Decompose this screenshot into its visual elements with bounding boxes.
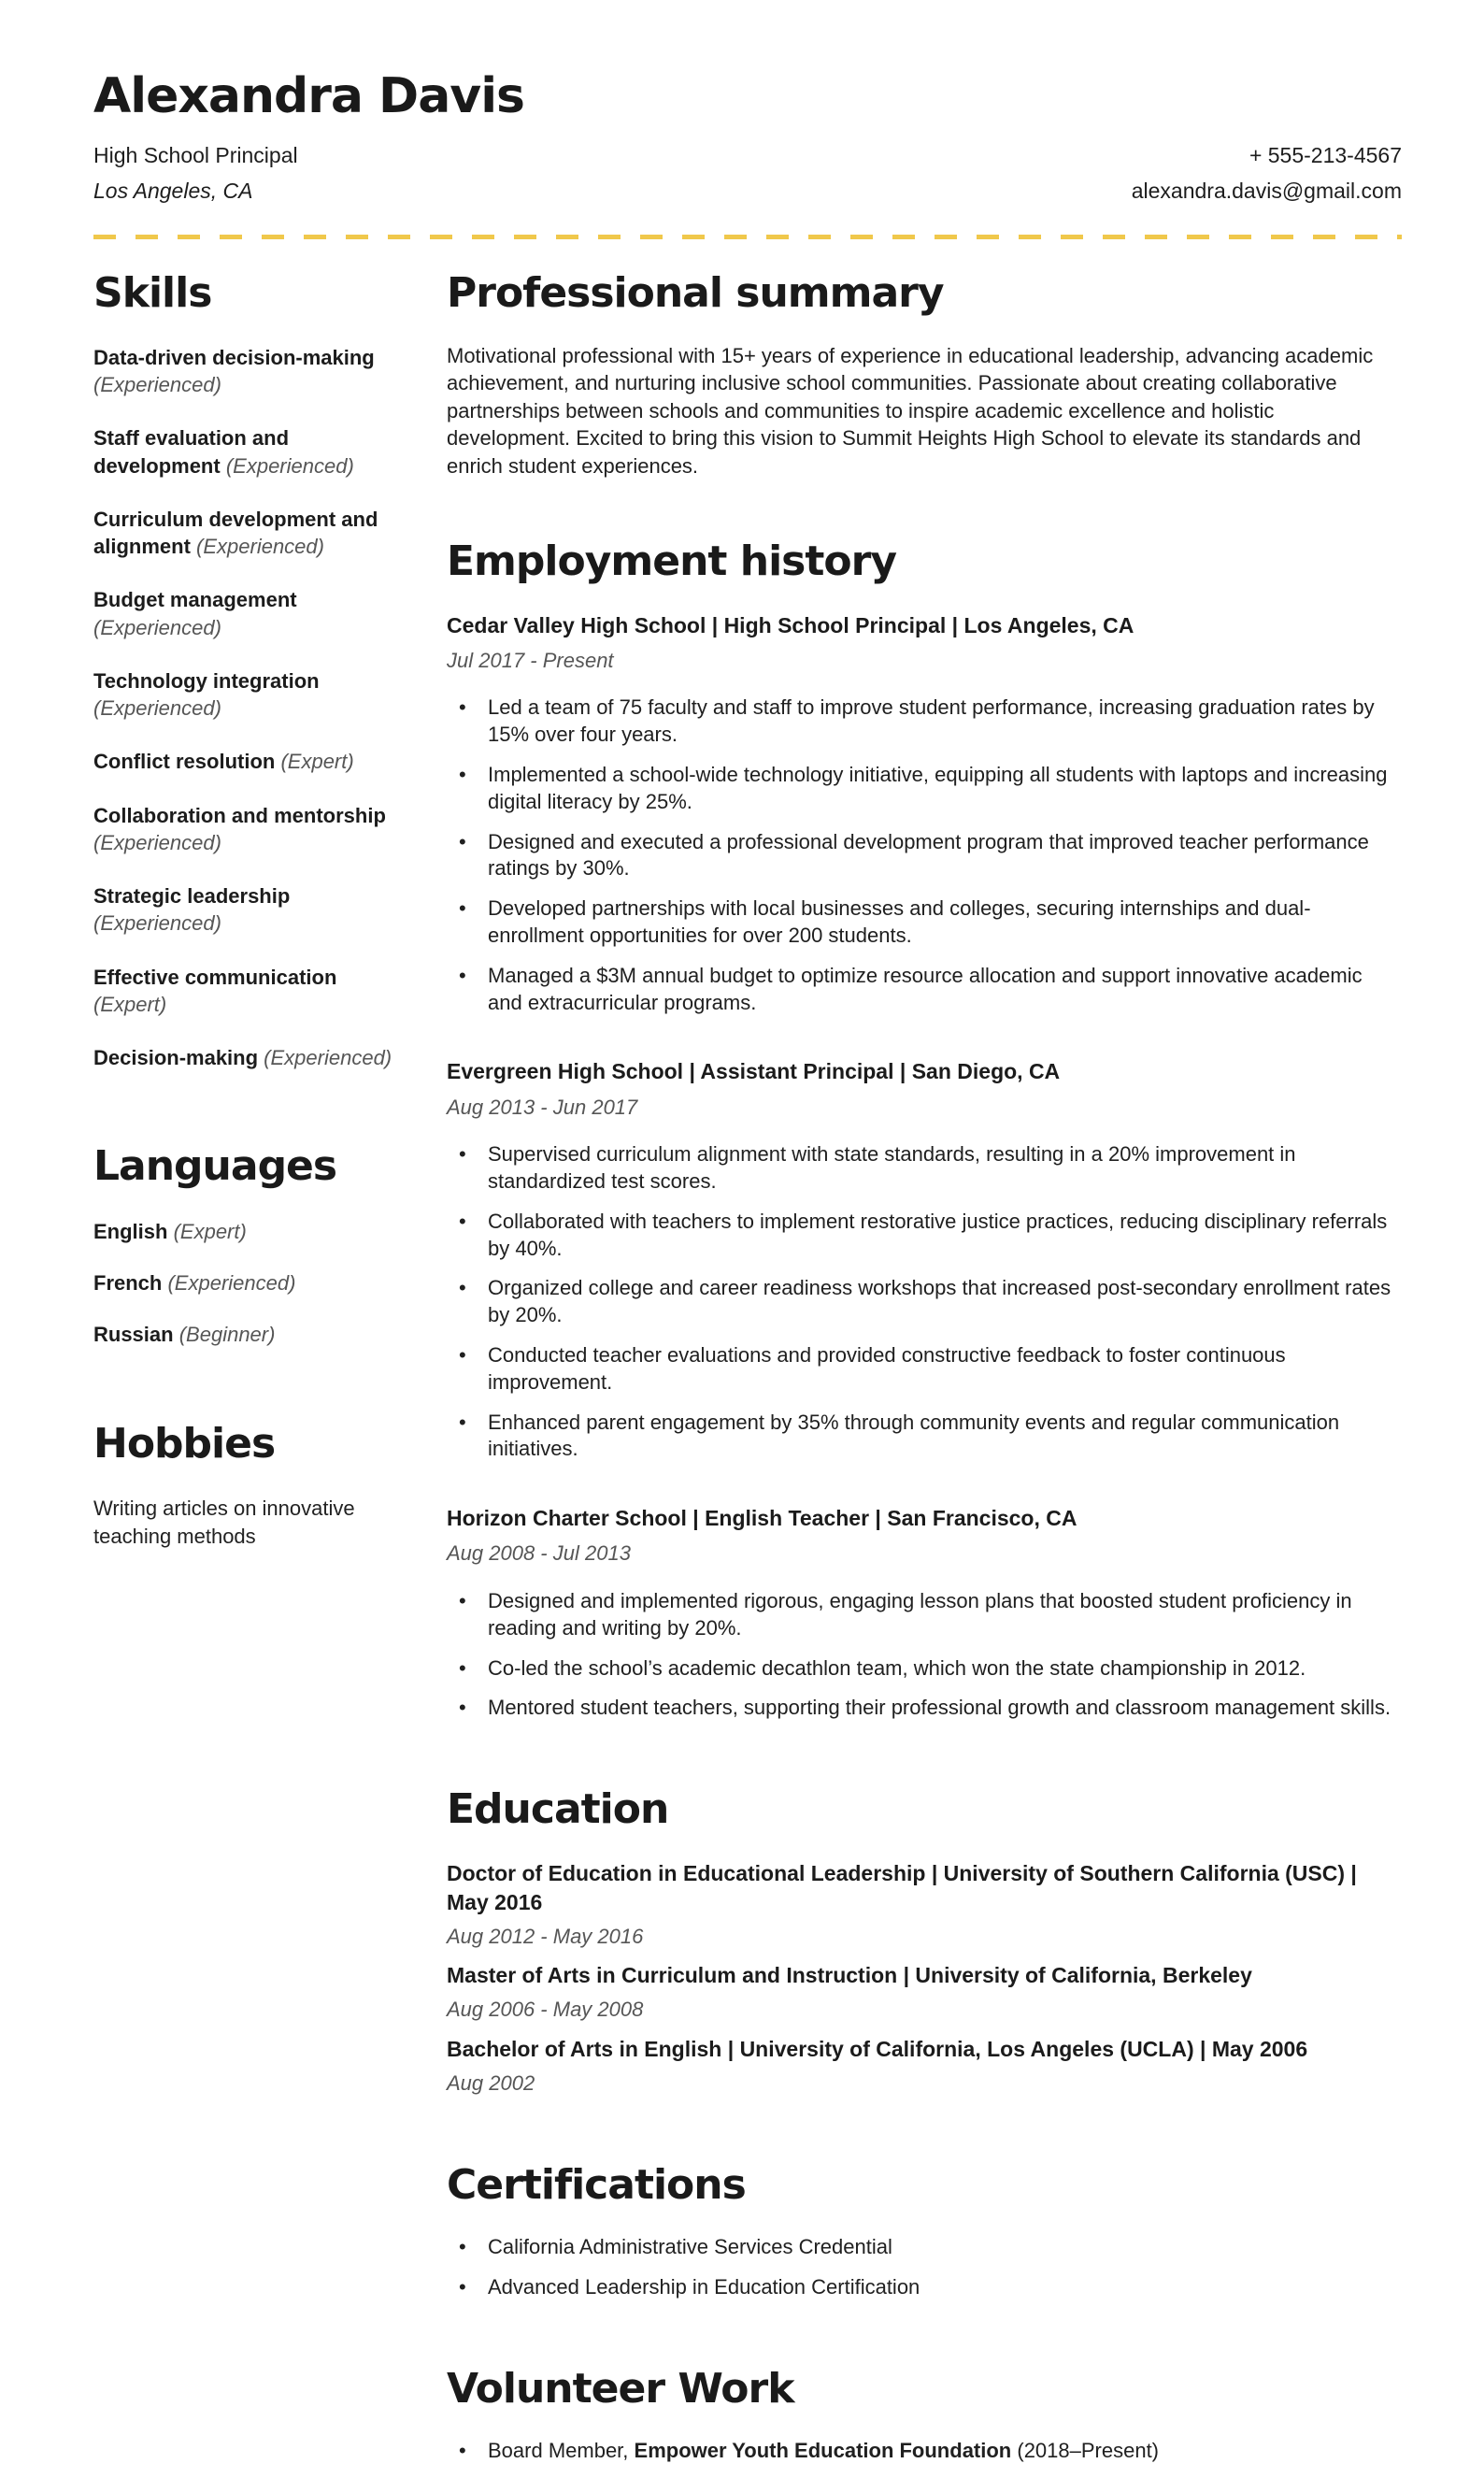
skill-name: Data-driven decision-making xyxy=(93,345,375,369)
job-bullet: • Designed and executed a professional development program that improved teacher performance ratings by 30%. xyxy=(447,829,1402,883)
language-level: (Experienced) xyxy=(167,1271,296,1296)
education-dates: Aug 2006 - May 2008 xyxy=(447,1998,644,2022)
phone-number: + 555-213-4567 xyxy=(1249,142,1402,167)
skill-name: Collaboration and mentorship xyxy=(93,803,386,827)
job-entry xyxy=(447,1504,1402,1722)
skill-item xyxy=(93,748,404,775)
hobbies-text: Writing articles on innovative teaching methods xyxy=(93,1497,355,1548)
volunteer-list xyxy=(447,2438,1402,2465)
skill-level: (Experienced) xyxy=(93,615,221,639)
job-dates: Jul 2017 - Present xyxy=(447,648,614,672)
certifications-heading: Certifications xyxy=(447,2160,746,2209)
skill-level: (Experienced) xyxy=(93,373,221,397)
skill-item xyxy=(93,424,404,480)
language-name: Russian xyxy=(93,1323,174,1347)
skill-level: (Experienced) xyxy=(196,535,324,559)
job-bullet-list xyxy=(447,695,1402,1016)
education-heading: Education xyxy=(447,1785,669,1834)
header-contact xyxy=(1132,137,1402,208)
education-entry xyxy=(447,1859,1402,1951)
job-bullet: • Designed and implemented rigorous, engaging lesson plans that boosted student proficiency in reading and writing by 20%. xyxy=(447,1588,1402,1642)
skill-item xyxy=(93,586,404,641)
job-bullet-list xyxy=(447,1141,1402,1463)
education-entry xyxy=(447,2035,1402,2098)
job-dates: Aug 2013 - Jun 2017 xyxy=(447,1095,638,1119)
job-bullet: • Conducted teacher evaluations and provided constructive feedback to foster continuous improvement. xyxy=(447,1342,1402,1397)
job-entry xyxy=(447,611,1402,1017)
skill-name: Conflict resolution xyxy=(93,750,276,774)
job-bullet-list xyxy=(447,1588,1402,1722)
skill-level: (Expert) xyxy=(93,992,167,1016)
skill-item xyxy=(93,344,404,399)
skill-name: Staff evaluation and development xyxy=(93,426,290,478)
volunteer-organization: Empower Youth Education Foundation xyxy=(634,2438,1012,2462)
summary-text: Motivational professional with 15+ years of experience in educational leadership, advancing academic achievement, and nurturing inclusive school communities. Passionate about creating collaborative partnerships between schools and communities to inspire academic excellence and holistic development. Excited to bring this vision to Summit Heights High School to elevate its standards and enrich student experiences. xyxy=(447,343,1374,478)
language-level: (Beginner) xyxy=(178,1323,276,1347)
skill-item xyxy=(93,506,404,561)
job-heading: Cedar Valley High School | High School Principal | Los Angeles, CA xyxy=(447,612,1134,637)
summary-heading: Professional summary xyxy=(447,268,944,317)
job-bullet: • Implemented a school-wide technology initiative, equipping all students with laptops and increasing digital literacy by 25%. xyxy=(447,762,1402,816)
skill-level: (Experienced) xyxy=(93,696,221,721)
skill-item xyxy=(93,802,404,857)
skill-item xyxy=(93,882,404,938)
resume-header xyxy=(93,68,1402,208)
hobbies-heading: Hobbies xyxy=(93,1419,276,1468)
volunteer-dates: (2018–Present) xyxy=(1011,2438,1160,2462)
content-columns xyxy=(93,268,1402,2478)
header-identity xyxy=(93,68,524,208)
job-heading: Evergreen High School | Assistant Principal | San Diego, CA xyxy=(447,1059,1061,1084)
skill-name: Technology integration xyxy=(93,668,320,693)
job-entry xyxy=(447,1057,1402,1463)
job-heading: Horizon Charter School | English Teacher | San Francisco, CA xyxy=(447,1506,1077,1531)
job-bullet: • Co-led the school’s academic decathlon team, which won the state championship in 2012. xyxy=(447,1655,1402,1683)
job-dates: Aug 2008 - Jul 2013 xyxy=(447,1541,631,1566)
education-dates: Aug 2012 - May 2016 xyxy=(447,1924,644,1948)
email-address: alexandra.davis@gmail.com xyxy=(1131,178,1402,203)
person-location: Los Angeles, CA xyxy=(93,178,253,203)
language-name: French xyxy=(93,1271,163,1296)
language-item xyxy=(93,1269,404,1296)
language-item xyxy=(93,1218,404,1245)
language-level: (Expert) xyxy=(173,1219,247,1243)
job-bullet: • Enhanced parent engagement by 35% through community events and regular communication initiatives. xyxy=(447,1410,1402,1464)
skill-item xyxy=(93,667,404,723)
person-name: Alexandra Davis xyxy=(93,68,524,124)
sidebar-column xyxy=(93,268,404,1551)
job-bullet: • Organized college and career readiness workshops that increased post-secondary enrollment rates by 20%. xyxy=(447,1275,1402,1329)
education-degree: Master of Arts in Curriculum and Instruction | University of California, Berkeley xyxy=(447,1963,1252,1988)
education-degree: Bachelor of Arts in English | University of California, Los Angeles (UCLA) | May 2006 xyxy=(447,2036,1308,2061)
employment-heading: Employment history xyxy=(447,537,896,586)
dashed-divider xyxy=(93,235,1402,239)
job-bullet: • Developed partnerships with local businesses and colleges, securing internships and dual-enrollment opportunities for over 200 students. xyxy=(447,895,1402,950)
language-item xyxy=(93,1321,404,1348)
skill-level: (Experienced) xyxy=(93,911,221,936)
job-bullet: • Managed a $3M annual budget to optimize resource allocation and support innovative academic and extracurricular programs. xyxy=(447,963,1402,1017)
volunteer-role: Board Member, xyxy=(488,2438,635,2462)
skill-level: (Experienced) xyxy=(264,1046,392,1070)
certification-item: • Advanced Leadership in Education Certification xyxy=(447,2274,1402,2301)
skill-name: Budget management xyxy=(93,588,297,612)
job-bullet: • Mentored student teachers, supporting their professional growth and classroom management skills. xyxy=(447,1695,1402,1722)
skill-item xyxy=(93,964,404,1019)
skill-level: (Expert) xyxy=(280,750,354,774)
skill-item xyxy=(93,1044,404,1071)
job-bullet: • Collaborated with teachers to implement restorative justice practices, reducing disciplinary referrals by 40%. xyxy=(447,1209,1402,1263)
languages-heading: Languages xyxy=(93,1142,337,1191)
skill-name: Decision-making xyxy=(93,1046,259,1070)
language-name: English xyxy=(93,1219,168,1243)
skill-name: Effective communication xyxy=(93,965,337,989)
education-degree: Doctor of Education in Educational Leadership | University of Southern California (USC) | May 2016 xyxy=(447,1860,1357,1914)
skill-name: Curriculum development and alignment xyxy=(93,507,378,559)
skills-heading: Skills xyxy=(93,268,212,317)
education-dates: Aug 2002 xyxy=(447,2070,535,2095)
education-entry xyxy=(447,1961,1402,2024)
volunteer-item xyxy=(447,2438,1402,2465)
skill-level: (Experienced) xyxy=(225,453,354,478)
volunteer-heading: Volunteer Work xyxy=(447,2364,794,2413)
skill-level: (Experienced) xyxy=(93,830,221,854)
main-column xyxy=(447,268,1402,2478)
person-job-title: High School Principal xyxy=(93,142,298,167)
certification-item: • California Administrative Services Credential xyxy=(447,2234,1402,2261)
job-bullet: • Led a team of 75 faculty and staff to improve student performance, increasing graduation rates by 15% over four years. xyxy=(447,695,1402,749)
job-bullet: • Supervised curriculum alignment with state standards, resulting in a 20% improvement in standardized test scores. xyxy=(447,1141,1402,1196)
certifications-list xyxy=(447,2234,1402,2301)
skill-name: Strategic leadership xyxy=(93,884,291,909)
